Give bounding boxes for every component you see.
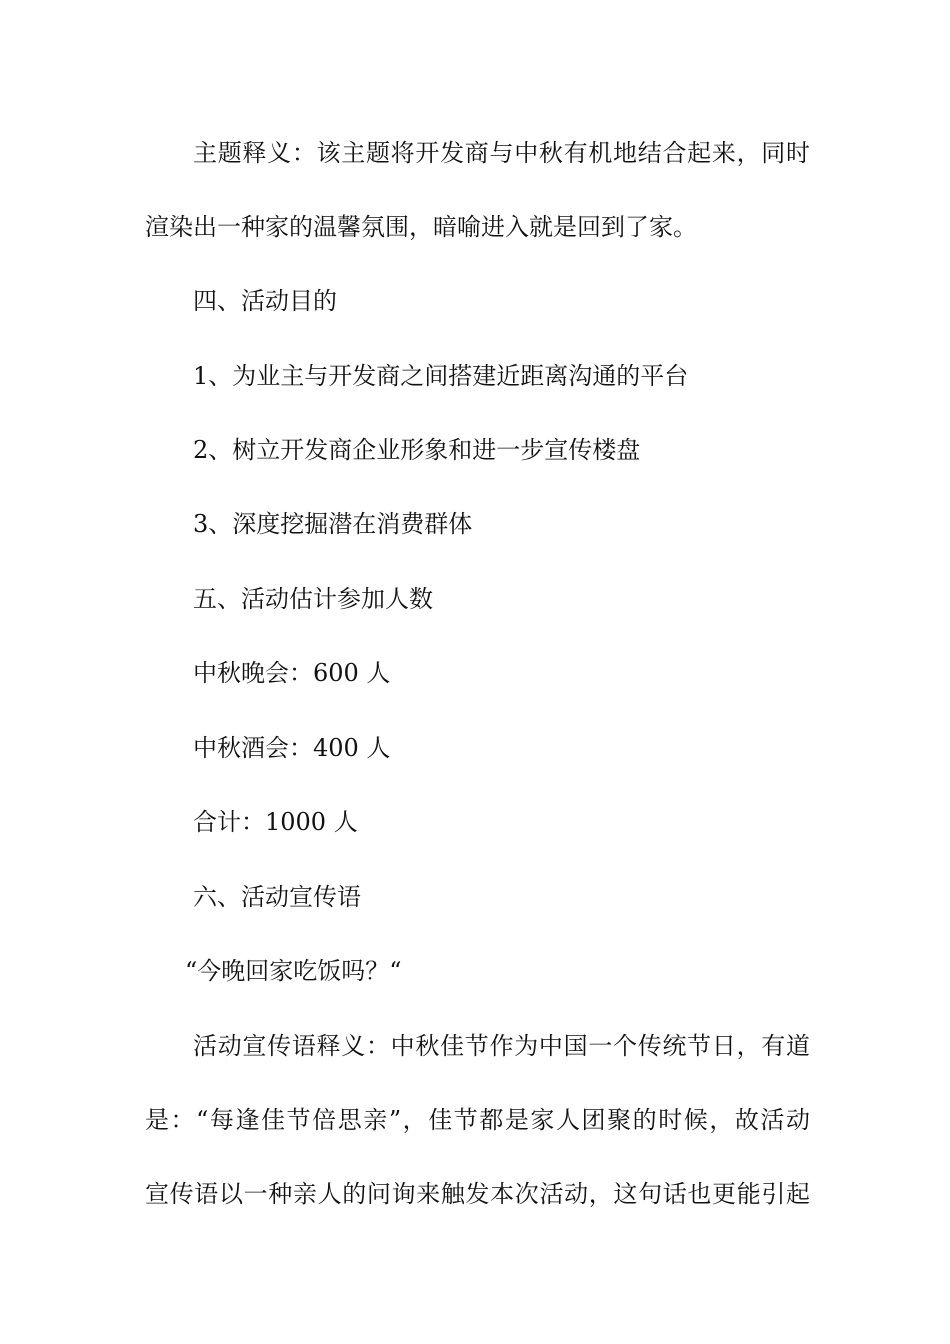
section-4-item-3: 3、深度挖掘潜在消费群体 bbox=[193, 510, 473, 538]
slogan-meaning-line-3: 宣传语以一种亲人的问询来触发本次活动，这句话也更能引起 bbox=[145, 1180, 810, 1208]
theme-meaning-line-2: 渲染出一种家的温馨氛围，暗喻进入就是回到了家。 bbox=[145, 213, 697, 241]
section-5-item-1: 中秋晚会：600 人 bbox=[193, 659, 391, 687]
section-4-heading: 四、活动目的 bbox=[193, 287, 337, 315]
slogan-meaning-line-2: 是：“每逢佳节倍思亲”，佳节都是家人团聚的时候，故活动 bbox=[145, 1106, 810, 1134]
section-5-item-3: 合计：1000 人 bbox=[193, 808, 358, 836]
slogan-meaning-line-1: 活动宣传语释义：中秋佳节作为中国一个传统节日，有道 bbox=[193, 1032, 810, 1060]
section-4-item-2: 2、树立开发商企业形象和进一步宣传楼盘 bbox=[193, 436, 641, 464]
slogan-text: “今晚回家吃饭吗？“ bbox=[185, 957, 402, 985]
section-6-heading: 六、活动宣传语 bbox=[193, 883, 361, 911]
section-5-item-2: 中秋酒会：400 人 bbox=[193, 734, 391, 762]
theme-meaning-line-1: 主题释义：该主题将开发商与中秋有机地结合起来，同时 bbox=[193, 139, 810, 167]
section-5-heading: 五、活动估计参加人数 bbox=[193, 585, 433, 613]
section-4-item-1: 1、为业主与开发商之间搭建近距离沟通的平台 bbox=[193, 362, 689, 390]
